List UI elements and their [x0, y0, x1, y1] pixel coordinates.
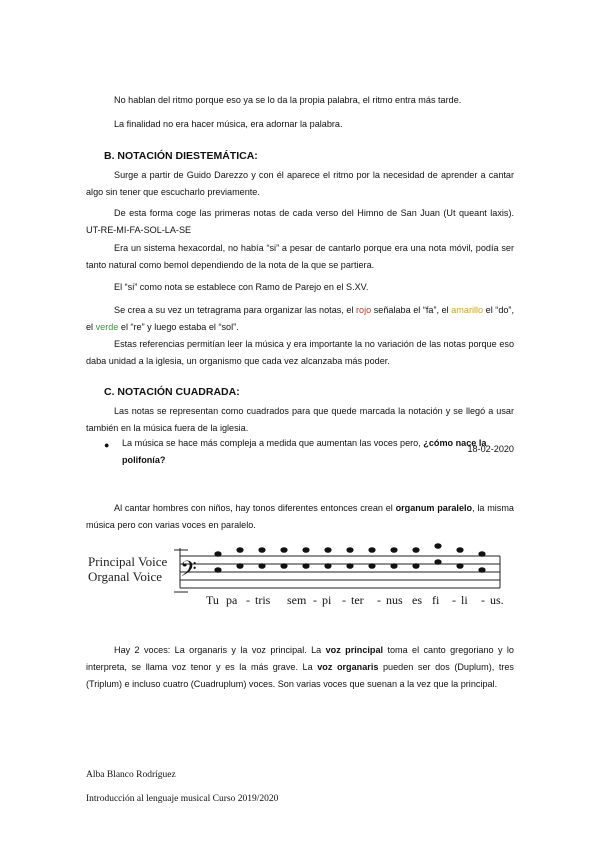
bullet-text-bold: ¿cómo nace la polifonía?: [122, 438, 487, 465]
lyric-syllable: nus: [386, 593, 403, 607]
staff: [174, 548, 500, 592]
note-lower: [346, 563, 353, 569]
paragraph-hexacordal: Era un sistema hexacordal, no había “si” a pesar de cantarlo porque era una nota móvil, podía ser tanto natural como bemol dependiendo de la nota de la que se partiera.: [86, 243, 514, 270]
lyric-syllable: pi: [322, 593, 332, 607]
voces-text-1: Hay 2 voces: La organaris y la voz principal. La: [114, 645, 326, 655]
principal-voice-label: Principal Voice: [88, 554, 168, 569]
lyric-syllable: sem: [287, 593, 307, 607]
note-upper: [324, 547, 331, 553]
note-lower: [456, 563, 463, 569]
paragraph-voces: [86, 642, 514, 693]
footer-author: Alba Blanco Rodríguez: [86, 770, 176, 780]
note-lower: [368, 563, 375, 569]
paragraph-referencias: Estas referencias permitían leer la música y era importante la no variación de las notas porque eso daba unidad a la iglesia, un organismo que cada vez alcanzaba más poder.: [86, 339, 514, 366]
note-upper: [390, 547, 397, 553]
organum-music-example: [88, 540, 508, 610]
organum-text-2: , la misma música pero con varias voces en paralelo.: [86, 503, 514, 530]
organum-text-1: Al cantar hombres con niños, hay tonos diferentes entonces crean el: [114, 503, 396, 513]
note-upper: [302, 547, 309, 553]
tetragrama-text-3: el “do”, el: [86, 305, 514, 332]
organum-bold: organum paralelo: [395, 503, 473, 513]
lyric-syllable: -: [342, 593, 346, 607]
note-lower: [478, 567, 485, 573]
green-word: verde: [95, 322, 119, 332]
paragraph-rhythm: No hablan del ritmo porque eso ya se lo da la propia palabra, el ritmo entra más tarde.: [114, 95, 462, 105]
lyric-syllable: us.: [490, 593, 504, 607]
organal-voice-label: Organal Voice: [88, 569, 163, 584]
lyric-syllable: li: [461, 593, 468, 607]
paragraph-guido: Surge a partir de Guido Darezzo y con él aparece el ritmo por la necesidad de aprender a cantar algo sin tener que escucharlo previamente.: [86, 170, 514, 197]
note-upper: [280, 547, 287, 553]
note-lower: [302, 563, 309, 569]
voces-text-2: toma el canto gregoriano y lo interpreta, se llama voz tenor y es la más grave. La: [86, 645, 514, 672]
footer-course: Introducción al lenguaje musical Curso 2019/2020: [86, 794, 279, 804]
paragraph-si: El “si” como nota se establece con Ramo de Parejo en el S.XV.: [114, 282, 369, 292]
paragraph-organum: [86, 500, 514, 534]
lyric-syllable: fi: [432, 593, 440, 607]
note-lower: [280, 563, 287, 569]
heading-notacion-cuadrada: C. NOTACIÓN CUADRADA:: [104, 386, 240, 398]
heading-notacion-diestematica: B. NOTACIÓN DIESTEMÁTICA:: [104, 150, 258, 162]
tetragrama-text-2: señalaba el “fa”, el: [371, 305, 452, 315]
note-upper: [478, 551, 485, 557]
note-lower: [434, 559, 441, 565]
lyric-syllable: -: [313, 593, 317, 607]
note-lower: [214, 567, 221, 573]
yellow-word: amarillo: [451, 305, 484, 315]
note-upper: [214, 551, 221, 557]
lyric-syllable: Tu: [206, 593, 219, 607]
bullet-text-plain: La música se hace más compleja a medida que aumentan las voces pero,: [122, 438, 424, 448]
lyric-syllable: -: [246, 593, 250, 607]
bullet-question: [122, 435, 514, 469]
lyric-syllable: pa: [226, 593, 238, 607]
voces-text-3: pueden ser dos (Duplum), tres (Triplum) e incluso cuatro (Cuadruplum) voces. Son varias voces que suenan a la vez que la principal.: [86, 662, 514, 689]
note-lower: [324, 563, 331, 569]
lyric-syllable: -: [377, 593, 381, 607]
note-upper: [236, 547, 243, 553]
bass-clef-icon: 𝄢: [180, 557, 197, 587]
note-upper: [258, 547, 265, 553]
note-upper: [346, 547, 353, 553]
paragraph-cuadrados: Las notas se representan como cuadrados para que quede marcada la notación y se llegó a usar también en la música fuera de la iglesia.: [86, 406, 514, 433]
note-lower: [412, 563, 419, 569]
bullet-icon: ●: [104, 440, 110, 450]
paragraph-purpose: La finalidad no era hacer música, era adornar la palabra.: [114, 119, 343, 129]
lyric-syllable: tris: [255, 593, 271, 607]
tetragrama-text-4: el “re” y luego estaba el “sol”.: [118, 322, 239, 332]
note-upper: [368, 547, 375, 553]
lyric-syllable: es: [412, 593, 422, 607]
lyric-syllable: -: [481, 593, 485, 607]
voces-bold-1: voz principal: [325, 645, 384, 655]
voces-bold-2: voz organaris: [317, 662, 379, 672]
paragraph-tetragrama: [86, 302, 514, 336]
red-word: rojo: [356, 305, 372, 315]
lyric-syllable: -: [452, 593, 456, 607]
note-upper: [434, 543, 441, 549]
note-upper: [412, 547, 419, 553]
lyric-syllable: ter: [351, 593, 364, 607]
note-lower: [258, 563, 265, 569]
note-lower: [390, 563, 397, 569]
paragraph-himno: De esta forma coge las primeras notas de cada verso del Himno de San Juan (Ut queant laxis). UT-RE-MI-FA-SOL-LA-SE: [86, 208, 514, 235]
note-lower: [236, 563, 243, 569]
tetragrama-text-1: Se crea a su vez un tetragrama para organizar las notas, el: [114, 305, 357, 315]
date-label: 18-02-2020: [467, 444, 514, 454]
note-upper: [456, 547, 463, 553]
